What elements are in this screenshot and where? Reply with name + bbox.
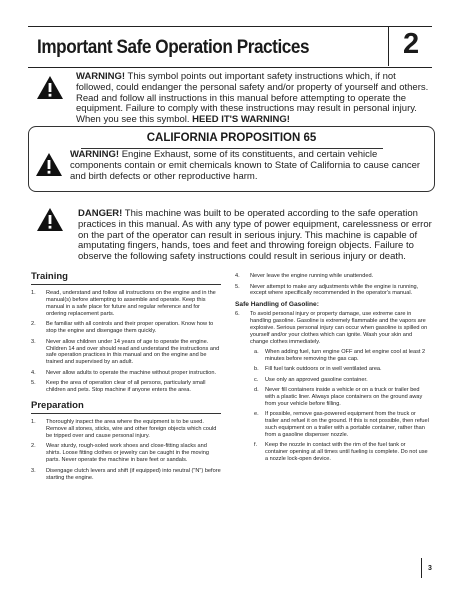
training-item: 2. Be familiar with all controls and their proper operation. Know how to stop the engine and disengage them quickly. — [31, 321, 214, 335]
danger-paragraph — [78, 209, 433, 263]
preparation-item: 3. Disengage clutch levers and shift (if equipped) into neutral ("N") before starting the engine. — [31, 467, 221, 481]
danger-triangle-icon — [36, 207, 64, 232]
gasoline-item: 6. To avoid personal injury or property damage, use extreme care in handling gasoline. Gasoline is extremely flammable and the vapors are explosive. Serious personal injury can occur when gasoline is spilled on yourself and/or your clothes which can ignite. Wash your skin and change clothes immediately. — [235, 310, 428, 345]
page-title: Important Safe Operation Practices — [37, 36, 310, 58]
training-item: 1. Read, understand and follow all instructions on the engine and in the manual(s) before attempting to assemble and operate. Keep this manual in a safe place for future and regular reference and for ordering replacement parts. — [31, 290, 216, 317]
warning-text: This symbol points out important safety instructions which, if not followed, could endanger the personal safety and/or property of yourself and others. Read and follow all instructions in this manual before attempting to operate the equipment. Failure to comply with these instructions may result in personal injury. When you see this symbol. — [76, 71, 429, 126]
training-title: Training — [31, 271, 68, 282]
preparation-item: 2. Wear sturdy, rough-soled work shoes and close-fitting slacks and shirts. Loose fitting clothes or jewelry can be caught in the moving parts. Never operate the machine in bare feet or sandals. — [31, 443, 209, 464]
chapter-separator — [388, 26, 389, 66]
gasoline-subitem: c. Use only an approved gasoline container. — [254, 376, 368, 383]
gasoline-subitem: a. When adding fuel, turn engine OFF and let engine cool at least 2 minutes before removing the gas cap. — [254, 349, 426, 362]
header-top-rule — [28, 26, 432, 27]
gasoline-subitem: f. Keep the nozzle in contact with the rim of the fuel tank or container opening at all times until fueling is complete. Do not use a nozzle lock-open device. — [254, 441, 428, 462]
warning-label: WARNING! — [76, 71, 126, 82]
warning-paragraph — [76, 72, 434, 126]
california-warning-text: Engine Exhaust, some of its constituents, and certain vehicle components contain or emit chemicals known to State of California to cause cancer and birth defects or other reproductive harm. — [70, 149, 421, 182]
footer-rule — [421, 558, 422, 578]
operation-item: 4. Never leave the engine running while unattended. — [235, 273, 374, 279]
training-item: 4. Never allow adults to operate the machine without proper instruction. — [31, 369, 217, 376]
danger-text: This machine was built to be operated according to the safe operation practices in this manual. As with any type of power equipment, carelessness or error on the part of the operator can result in serious injury. This machine is capable of amputating fingers, hands, toes and feet and throwing foreign objects. Failure to observe the following safety instructions could result in serious injury or death. — [78, 208, 432, 263]
training-rule — [31, 284, 221, 285]
operation-item: 5. Never attempt to make any adjustments while the engine is running, except where specifically recommended in the operator's manual. — [235, 283, 419, 297]
california-prop65-title: CALIFORNIA PROPOSITION 65 — [146, 132, 317, 144]
header-bottom-rule — [28, 67, 432, 68]
california-warning-paragraph — [70, 150, 426, 182]
training-item: 5. Keep the area of operation clear of all persons, particularly small children and pets. Stop machine if anyone enters the area. — [31, 380, 206, 394]
warning-triangle-icon — [36, 75, 64, 100]
chapter-number: 2 — [403, 28, 420, 60]
gasoline-subitem: e. If possible, remove gas-powered equipment from the truck or trailer and refuel it on the ground. If this is not possible, then refuel such equipment on a trailer with a portable container, rather than from a gasoline dispenser nozzle. — [254, 410, 429, 438]
preparation-item: 1. Thoroughly inspect the area where the equipment is to be used. Remove all stones, sticks, wire and other foreign objects which could be tripped over and cause personal injury. — [31, 419, 217, 439]
gasoline-subitem: d. Never fill containers inside a vehicle or on a truck or trailer bed with a plastic liner. Always place containers on the ground away from your vehicle before filling. — [254, 386, 423, 407]
preparation-title: Preparation — [31, 400, 84, 412]
warning-heed: HEED IT'S WARNING! — [192, 114, 290, 126]
training-item: 3. Never allow children under 14 years of age to operate the engine. Children 14 and over should read and understand the instructions and safe operation practices in this manual and on the engine and be trained and supervised by an adult. — [31, 338, 220, 366]
gasoline-subitem: b. Fill fuel tank outdoors or in well ventilated area. — [254, 366, 382, 373]
left-column — [31, 271, 221, 485]
california-warning-triangle-icon — [35, 152, 63, 177]
page-number: 3 — [428, 565, 432, 572]
right-column — [235, 273, 430, 466]
danger-label: DANGER! — [78, 208, 123, 219]
gasoline-title: Safe Handling of Gasoline: — [235, 300, 319, 308]
california-warning-label: WARNING! — [70, 149, 120, 160]
preparation-rule — [31, 413, 221, 414]
